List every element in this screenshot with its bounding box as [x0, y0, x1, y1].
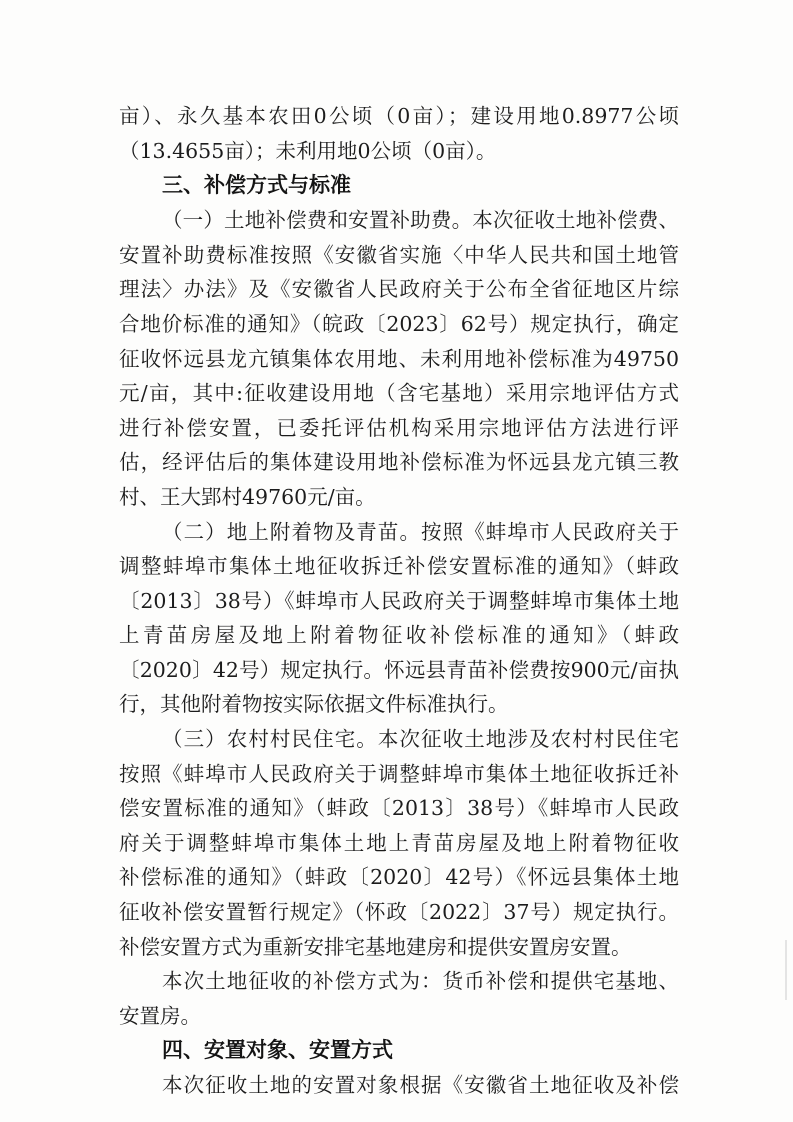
section-heading-4: 四、安置对象、安置方式	[162, 1038, 393, 1062]
section-heading-3: 三、补偿方式与标准	[162, 173, 351, 197]
paragraph-line: 〔2020〕42号）规定执行。怀远县青苗补偿费按900元/亩执	[119, 658, 679, 682]
paragraph-line: 征收怀远县龙亢镇集体农用地、未利用地补偿标准为49750	[119, 347, 679, 371]
paragraph-line: 按照《蚌埠市人民政府关于调整蚌埠市集体土地征收拆迁补	[119, 762, 679, 786]
paragraph-line: 估，经评估后的集体建设用地补偿标准为怀远县龙亢镇三教	[119, 450, 679, 474]
paragraph-line: （一）土地补偿费和安置补助费。本次征收土地补偿费、	[162, 208, 679, 232]
paragraph-line: 元/亩，其中:征收建设用地（含宅基地）采用宗地评估方式	[119, 381, 679, 405]
paragraph-line: 上青苗房屋及地上附着物征收补偿标准的通知》（蚌政	[119, 623, 679, 647]
paragraph-line: 亩）、永久基本农田0公顷（0亩）；建设用地0.8977公顷	[119, 104, 679, 128]
paragraph-line: （三）农村村民住宅。本次征收土地涉及农村村民住宅	[162, 727, 679, 751]
paragraph-line: 偿安置标准的通知》（蚌政〔2013〕38号）《蚌埠市人民政	[119, 796, 679, 820]
paragraph-line: 府关于调整蚌埠市集体土地上青苗房屋及地上附着物征收	[119, 831, 679, 855]
paragraph-line: 本次土地征收的补偿方式为：货币补偿和提供宅基地、	[162, 969, 679, 993]
paragraph-line: 本次征收土地的安置对象根据《安徽省土地征收及补偿	[162, 1073, 679, 1097]
paragraph-line: 村、王大郢村49760元/亩。	[119, 485, 376, 509]
paragraph-line: 合地价标准的通知》（皖政〔2023〕62号）规定执行，确定	[119, 312, 679, 336]
paragraph-line: 补偿安置方式为重新安排宅基地建房和提供安置房安置。	[119, 935, 632, 959]
paragraph-line: 行，其他附着物按实际依据文件标准执行。	[119, 692, 509, 716]
paragraph-line: 征收补偿安置暂行规定》（怀政〔2022〕37号）规定执行。	[119, 900, 679, 924]
paragraph-line: 补偿标准的通知》（蚌政〔2020〕42号）《怀远县集体土地	[119, 865, 679, 889]
scan-edge-mark	[785, 940, 787, 1000]
paragraph-line: （二）地上附着物及青苗。按照《蚌埠市人民政府关于	[162, 520, 679, 544]
paragraph-line: 安置补助费标准按照《安徽省实施〈中华人民共和国土地管	[119, 243, 679, 267]
paragraph-line: 调整蚌埠市集体土地征收拆迁补偿安置标准的通知》（蚌政	[119, 554, 679, 578]
paragraph-line: 安置房。	[119, 1004, 201, 1028]
paragraph-line: 进行补偿安置，已委托评估机构采用宗地评估方法进行评	[119, 416, 679, 440]
paragraph-line: 理法〉办法》及《安徽省人民政府关于公布全省征地区片综	[119, 277, 679, 301]
paragraph-line: （13.4655亩）；未利用地0公顷（0亩）。	[119, 139, 497, 163]
paragraph-line: 〔2013〕38号）《蚌埠市人民政府关于调整蚌埠市集体土地	[119, 589, 679, 613]
